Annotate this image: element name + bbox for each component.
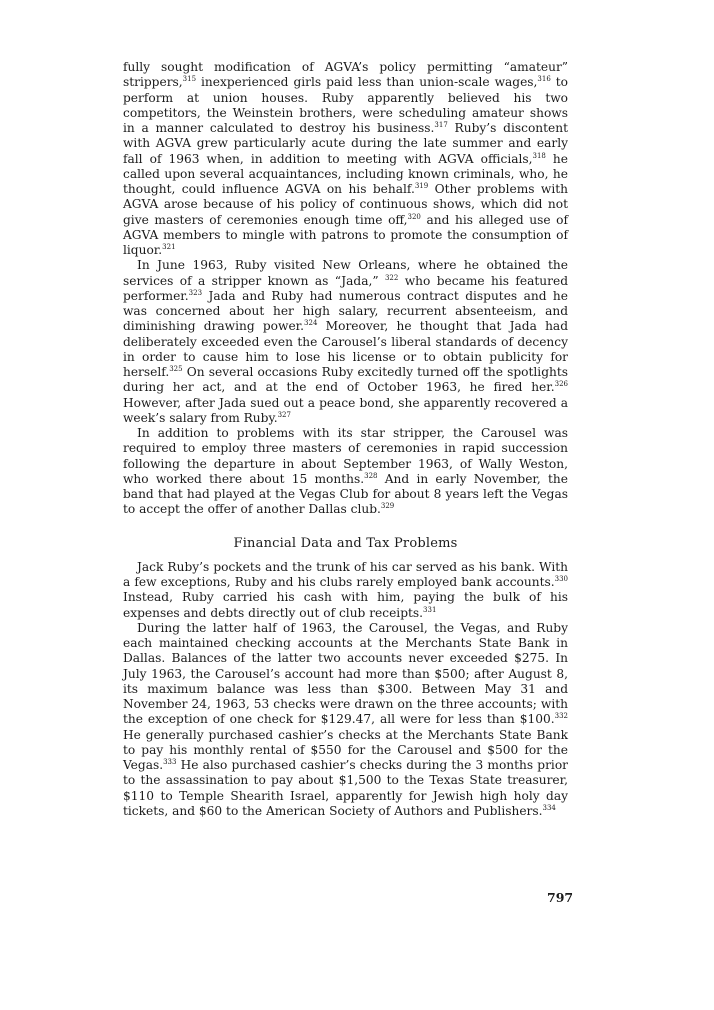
- body-text-before-heading: [123, 60, 568, 518]
- text-run: he called upon several acquaintances, including known criminals, who, he thought, could influence AGVA on his behalf.: [123, 151, 568, 196]
- text-run: On several occasions Ruby excitedly turned off the spotlights during her act, and at the end of October 1963, he fired her.: [123, 365, 568, 395]
- text-run: Moreover, he thought that Jada had deliberately exceeded even the Carousel’s liberal standards of decency in order to cause him to lose his license or to obtain publicity for herself.: [123, 319, 568, 379]
- footnote-marker: 327: [277, 410, 291, 419]
- text-run: Jada and Ruby had numerous contract disputes and he was concerned about her high salary, recurrent absenteeism, and diminishing drawing power.: [123, 288, 568, 334]
- footnote-marker: 328: [364, 471, 378, 480]
- text-run: In June 1963, Ruby visited New Orleans, where he obtained the services of a stripper known as “Jada,”: [123, 258, 568, 288]
- text-run: And in early November, the band that had played at the Vegas Club for about 8 years left the Vegas to accept the offer of another Dallas club.: [123, 471, 568, 517]
- footnote-marker: 332: [554, 712, 568, 721]
- text-run: During the latter half of 1963, the Carousel, the Vegas, and Ruby each maintained checking accounts at the Merchants State Bank in Dallas. Balances of the latter two accounts never exceeded $275. In July 1963, the Carousel’s account had more than $500; after August 8, its maximum balance was less than $300. Between May 31 and November 24, 1963, 53 checks were drawn on the three accounts; with the exception of one check for $129.47, all were for less than $100.: [123, 620, 568, 727]
- text-run: Jack Ruby’s pockets and the trunk of his car served as his bank. With a few exceptions, Ruby and his clubs rarely employed bank accounts.: [123, 559, 568, 589]
- text-run: He also purchased cashier’s checks during the 3 months prior to the assassination to pay about $1,500 to the Texas State treasurer, $110 to Temple Shearith Israel, apparently for Jewish high holy day tickets, and $60 to the American Society of Authors and Publishers.: [123, 758, 568, 818]
- footnote-marker: 316: [537, 75, 551, 84]
- text-run: Ruby’s discontent with AGVA grew particularly acute during the late summer and early fall of 1963 when, in addition to meeting with AGVA officials,: [123, 121, 568, 166]
- paragraph: [123, 60, 568, 258]
- text-run: and his alleged use of AGVA members to mingle with patrons to promote the consumption of liquor.: [123, 212, 568, 257]
- text-run: Other problems with AGVA arose because of his policy of continuous shows, which did not give masters of ceremonies enough time off,: [123, 182, 568, 227]
- footnote-marker: 325: [169, 365, 183, 373]
- footnote-marker: 331: [423, 605, 437, 614]
- text-run: However, after Jada sued out a peace bond, she apparently recovered a week’s salary from Ruby.: [123, 395, 568, 425]
- footnote-marker: 322: [384, 273, 399, 282]
- text-run: who became his featured performer.: [123, 273, 568, 303]
- paragraph: [123, 426, 568, 518]
- text-run: In addition to problems with its star stripper, the Carousel was required to employ three masters of ceremonies in rapid succession following the departure in about September 1963, of Wally Weston, who worked there about 15 months.: [123, 426, 568, 486]
- text-run: inexperienced girls paid less than union-scale wages,: [196, 75, 538, 90]
- footnote-marker: 333: [163, 758, 177, 766]
- footnote-marker: 315: [182, 75, 197, 84]
- paragraph: [123, 621, 568, 819]
- section-heading: Financial Data and Tax Problems: [233, 535, 458, 551]
- footnote-marker: 323: [188, 288, 203, 297]
- text-run: He generally purchased cashier’s checks at the Merchants State Bank to pay his monthly rental of $550 for the Carousel and $500 for the Vegas.: [123, 727, 568, 772]
- paragraph: [123, 560, 568, 621]
- footnote-marker: 318: [532, 151, 546, 160]
- text-run: fully sought modification of AGVA’s policy permitting “amateur” strippers,: [123, 60, 568, 90]
- body-text-section: [123, 560, 568, 819]
- footnote-marker: 334: [542, 803, 556, 812]
- footnote-marker: 317: [434, 121, 448, 129]
- footnote-marker: 321: [162, 243, 176, 251]
- paragraph: [123, 258, 568, 426]
- text-run: to perform at union houses. Ruby apparently believed his two competitors, the Weinstein brothers, were scheduling amateur shows in a manner calculated to destroy his business.: [123, 75, 569, 135]
- footnote-marker: 329: [380, 502, 395, 511]
- footnote-marker: 324: [304, 319, 318, 328]
- footnote-marker: 326: [554, 380, 568, 389]
- page-number: 797: [547, 890, 574, 905]
- footnote-marker: 319: [414, 182, 429, 190]
- footnote-marker: 330: [554, 575, 568, 583]
- footnote-marker: 320: [407, 212, 421, 221]
- text-run: Instead, Ruby carried his cash with him, paying the bulk of his expenses and debts directly out of club receipts.: [123, 590, 568, 620]
- document-page: [123, 60, 568, 819]
